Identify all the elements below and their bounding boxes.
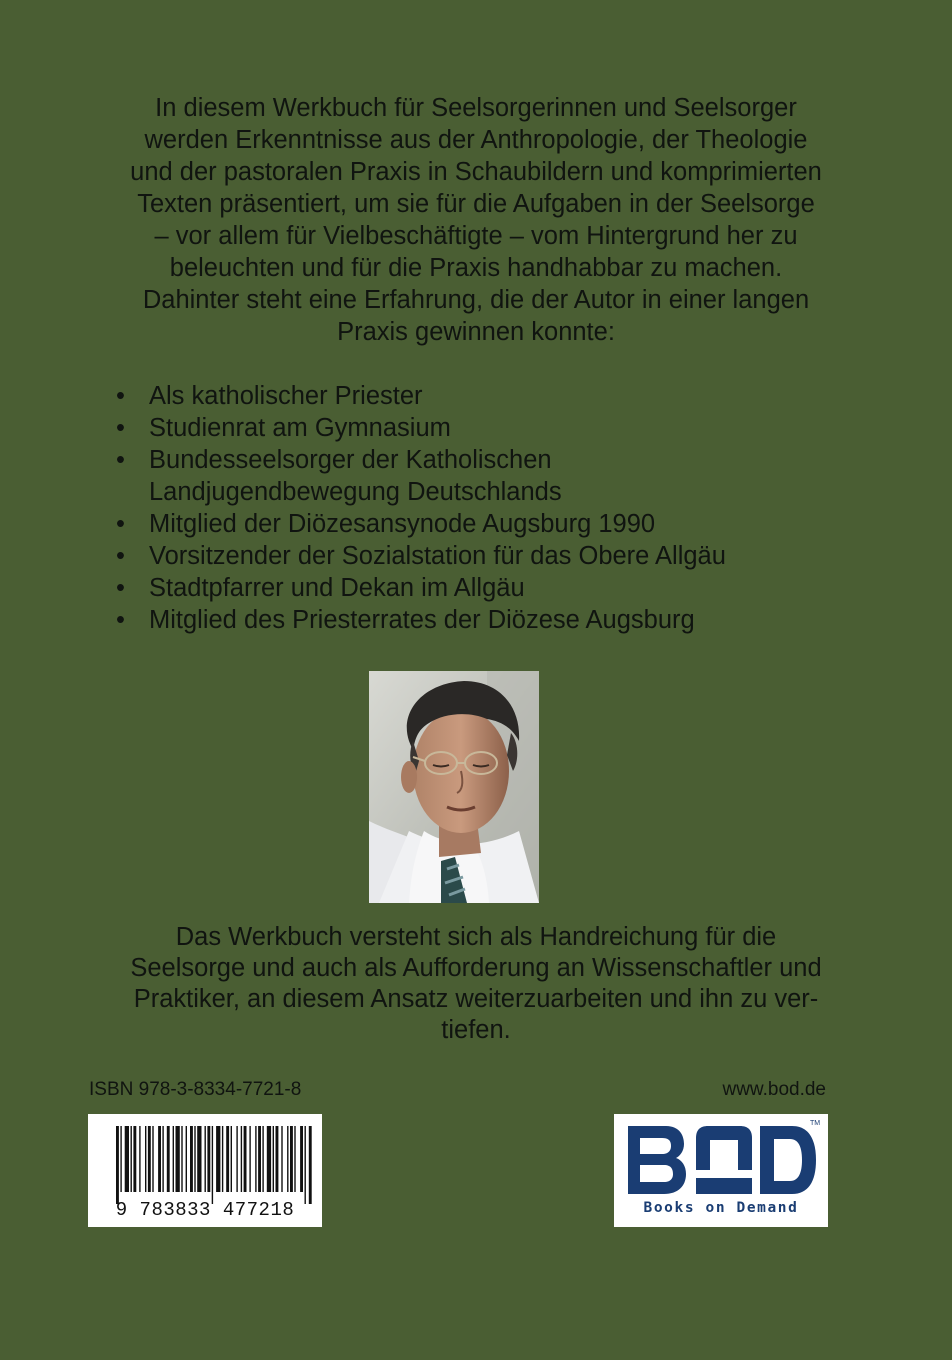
barcode-bar: [226, 1126, 229, 1192]
barcode-bar: [290, 1126, 293, 1192]
barcode-bar: [190, 1126, 193, 1192]
list-item-text: Vorsitzender der Sozialstation für das Obere Allgäu: [149, 542, 726, 570]
barcode-digits: 9 783833 477218: [115, 1199, 295, 1221]
list-item: [110, 604, 870, 636]
barcode-bar: [197, 1126, 201, 1192]
bullet-icon: •: [116, 382, 125, 410]
barcode-bar: [244, 1126, 247, 1192]
barcode-bar: [216, 1126, 220, 1192]
barcode-bar: [181, 1126, 182, 1192]
barcode-bar: [267, 1126, 271, 1192]
intro-line: beleuchten und für die Praxis handhabbar zu machen.: [169, 254, 783, 282]
barcode-bar: [205, 1126, 206, 1192]
list-item-text: Landjugendbewegung Deutschlands: [149, 478, 562, 506]
barcode-bar: [173, 1126, 174, 1192]
barcode-bar: [262, 1126, 263, 1192]
publisher-url: www.bod.de: [722, 1079, 826, 1100]
list-item-text: Stadtpfarrer und Dekan im Allgäu: [149, 574, 525, 602]
barcode-bar: [176, 1126, 180, 1192]
barcode-bar: [222, 1126, 223, 1192]
intro-text: [80, 92, 872, 348]
bod-wordmark-icon: [614, 1114, 828, 1200]
barcode-bar: [294, 1126, 295, 1192]
list-item-text: Mitglied der Diözesansynode Augsburg 1990: [149, 510, 656, 538]
barcode-bar: [212, 1126, 213, 1204]
barcode-bar: [162, 1126, 163, 1192]
barcode-bar: [186, 1126, 187, 1192]
isbn-label: ISBN 978-3-8334-7721-8: [89, 1079, 302, 1100]
barcode-bar: [255, 1126, 256, 1192]
barcode: [88, 1114, 322, 1227]
closing-line: Praktiker, an diesem Ansatz weiterzuarbeiten und ihn zu ver-: [133, 985, 819, 1013]
bullet-icon: •: [116, 510, 125, 538]
barcode-bar: [116, 1126, 119, 1204]
barcode-bar: [207, 1126, 210, 1192]
barcode-bar: [309, 1126, 312, 1204]
closing-line: tiefen.: [441, 1016, 511, 1044]
barcode-bar: [152, 1126, 153, 1192]
barcode-bar: [305, 1126, 306, 1204]
intro-line: werden Erkenntnisse aus der Anthropologie, der Theologie: [144, 126, 808, 154]
barcode-bar: [273, 1126, 274, 1192]
barcode-bar: [287, 1126, 288, 1192]
barcode-bar: [120, 1126, 121, 1192]
bullet-icon: •: [116, 574, 125, 602]
barcode-bar: [125, 1126, 129, 1192]
closing-line: Seelsorge und auch als Aufforderung an Wissenschaftler und: [130, 954, 822, 982]
publisher-logo: [614, 1114, 828, 1227]
barcode-bar: [276, 1126, 279, 1192]
barcode-bar: [133, 1126, 136, 1192]
bullet-icon: •: [116, 446, 125, 474]
bullet-icon: •: [116, 542, 125, 570]
barcode-bar: [167, 1126, 170, 1192]
list-item: [110, 540, 870, 572]
intro-line: – vor allem für Vielbeschäftigte – vom Hintergrund her zu: [154, 222, 798, 250]
closing-text: [80, 922, 872, 1046]
barcode-bar: [241, 1126, 242, 1192]
bullet-icon: •: [116, 606, 125, 634]
list-item: [110, 380, 870, 412]
barcode-bars: [88, 1114, 322, 1204]
author-portrait-illustration: [369, 671, 539, 903]
barcode-bar: [249, 1126, 250, 1192]
bod-tagline: Books on Demand: [643, 1200, 799, 1216]
list-item-text: Bundesseelsorger der Katholischen: [149, 446, 552, 474]
barcode-bar: [231, 1126, 232, 1192]
intro-line: und der pastoralen Praxis in Schaubildern und komprimierten: [130, 158, 822, 186]
barcode-bar: [139, 1126, 140, 1192]
list-item: [110, 508, 870, 540]
list-item-text: Mitglied des Priesterrates der Diözese Augsburg: [149, 606, 695, 634]
barcode-bar: [281, 1126, 282, 1192]
barcode-bar: [258, 1126, 261, 1192]
barcode-bar: [236, 1126, 237, 1192]
barcode-bar: [194, 1126, 195, 1192]
author-photo: [369, 671, 539, 903]
closing-line: Das Werkbuch versteht sich als Handreichung für die: [175, 923, 777, 951]
list-item-text: Studienrat am Gymnasium: [149, 414, 451, 442]
barcode-bar: [300, 1126, 303, 1192]
trademark-mark: TM: [810, 1120, 821, 1127]
intro-line: Praxis gewinnen konnte:: [337, 318, 615, 346]
list-item-text: Als katholischer Priester: [149, 382, 423, 410]
list-item: [110, 412, 870, 444]
experience-list: [110, 380, 870, 636]
barcode-bar: [131, 1126, 132, 1192]
barcode-bar: [145, 1126, 146, 1192]
intro-line: In diesem Werkbuch für Seelsorgerinnen und Seelsorger: [155, 94, 797, 122]
intro-line: Dahinter steht eine Erfahrung, die der Autor in einer langen: [142, 286, 810, 314]
intro-line: Texten präsentiert, um sie für die Aufgaben in der Seelsorge: [137, 190, 815, 218]
list-item: [110, 572, 870, 604]
list-item: [110, 444, 870, 508]
barcode-bar: [158, 1126, 161, 1192]
bullet-icon: •: [116, 414, 125, 442]
barcode-bar: [148, 1126, 151, 1192]
